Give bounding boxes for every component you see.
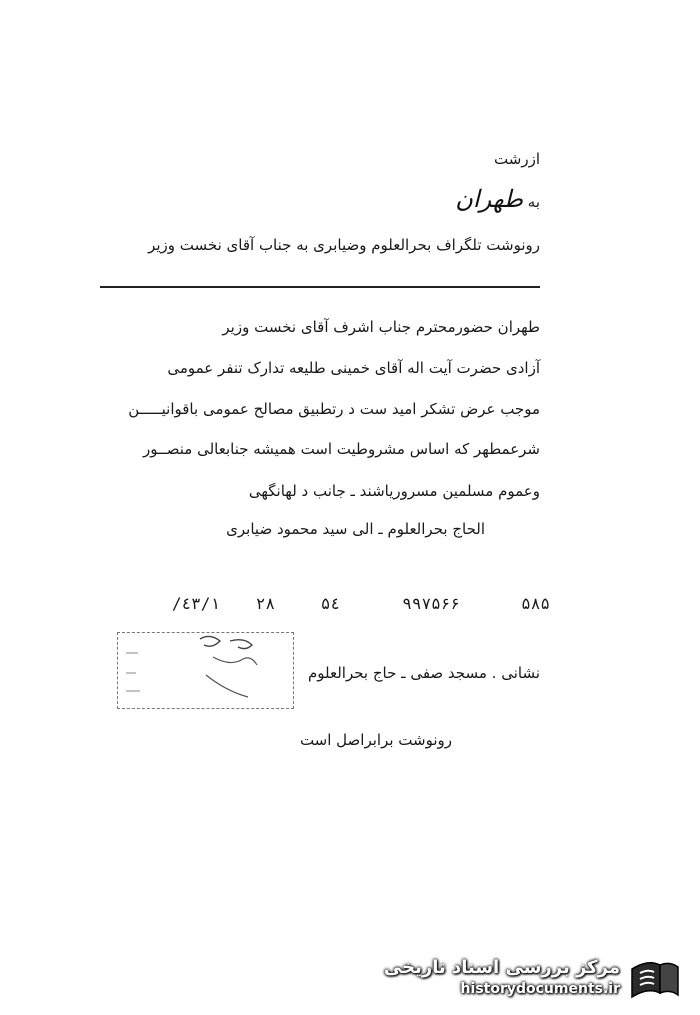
stamp-scribble-icon: [118, 633, 293, 708]
document-subject: رونوشت تلگراف بحرالعلوم وضیابری به جناب آقای نخست وزیر: [148, 236, 540, 254]
body-line-4: شرعمطهر که اساس مشروطیت است همیشه جنابعالی منصــور: [142, 440, 540, 458]
header-to: [455, 185, 540, 213]
number-2: ۹۹۷۵۶۶: [402, 594, 460, 613]
number-4: ۲۸: [255, 594, 275, 613]
watermark-footer: [383, 955, 690, 1003]
watermark-title: مرکز بررسی اسناد تاریخی: [383, 957, 620, 978]
body-line-2: آزادی حضرت آیت اله آقای خمینی طلیعه تدارک تنفر عمومی: [167, 359, 540, 377]
signature: الحاج بحرالعلوم ـ الی سید محمود ضیابری: [226, 520, 485, 538]
body-line-1: طهران حضورمحترم جناب اشرف آقای نخست وزیر: [222, 318, 540, 336]
telegram-numbers: [150, 594, 550, 616]
body-line-3: موجب عرض تشکر امید ست د رتطبیق مصالح عمومی باقوانیـــــن: [128, 400, 540, 418]
stamp-mark: [117, 632, 294, 709]
certification-note: رونوشت برابراصل است: [299, 731, 452, 749]
body-line-5: وعموم مسلمین مسروریاشند ـ جانب د لهانگهی: [248, 482, 540, 500]
number-3: ۵٤: [320, 594, 340, 613]
header-from: ازرشت: [494, 150, 540, 168]
divider-line: [100, 286, 540, 288]
watermark-url: historydocuments.ir: [460, 981, 620, 997]
sender-address: نشانی . مسجد صفی ـ حاج بحرالعلوم: [307, 664, 540, 682]
header-to-prefix: به: [527, 193, 540, 211]
archive-logo-icon: [626, 957, 682, 1001]
header-to-handwritten: طهران: [455, 185, 523, 213]
number-5: ٤۳/۱/: [171, 594, 220, 613]
number-1: ۵۸۵: [521, 594, 550, 613]
